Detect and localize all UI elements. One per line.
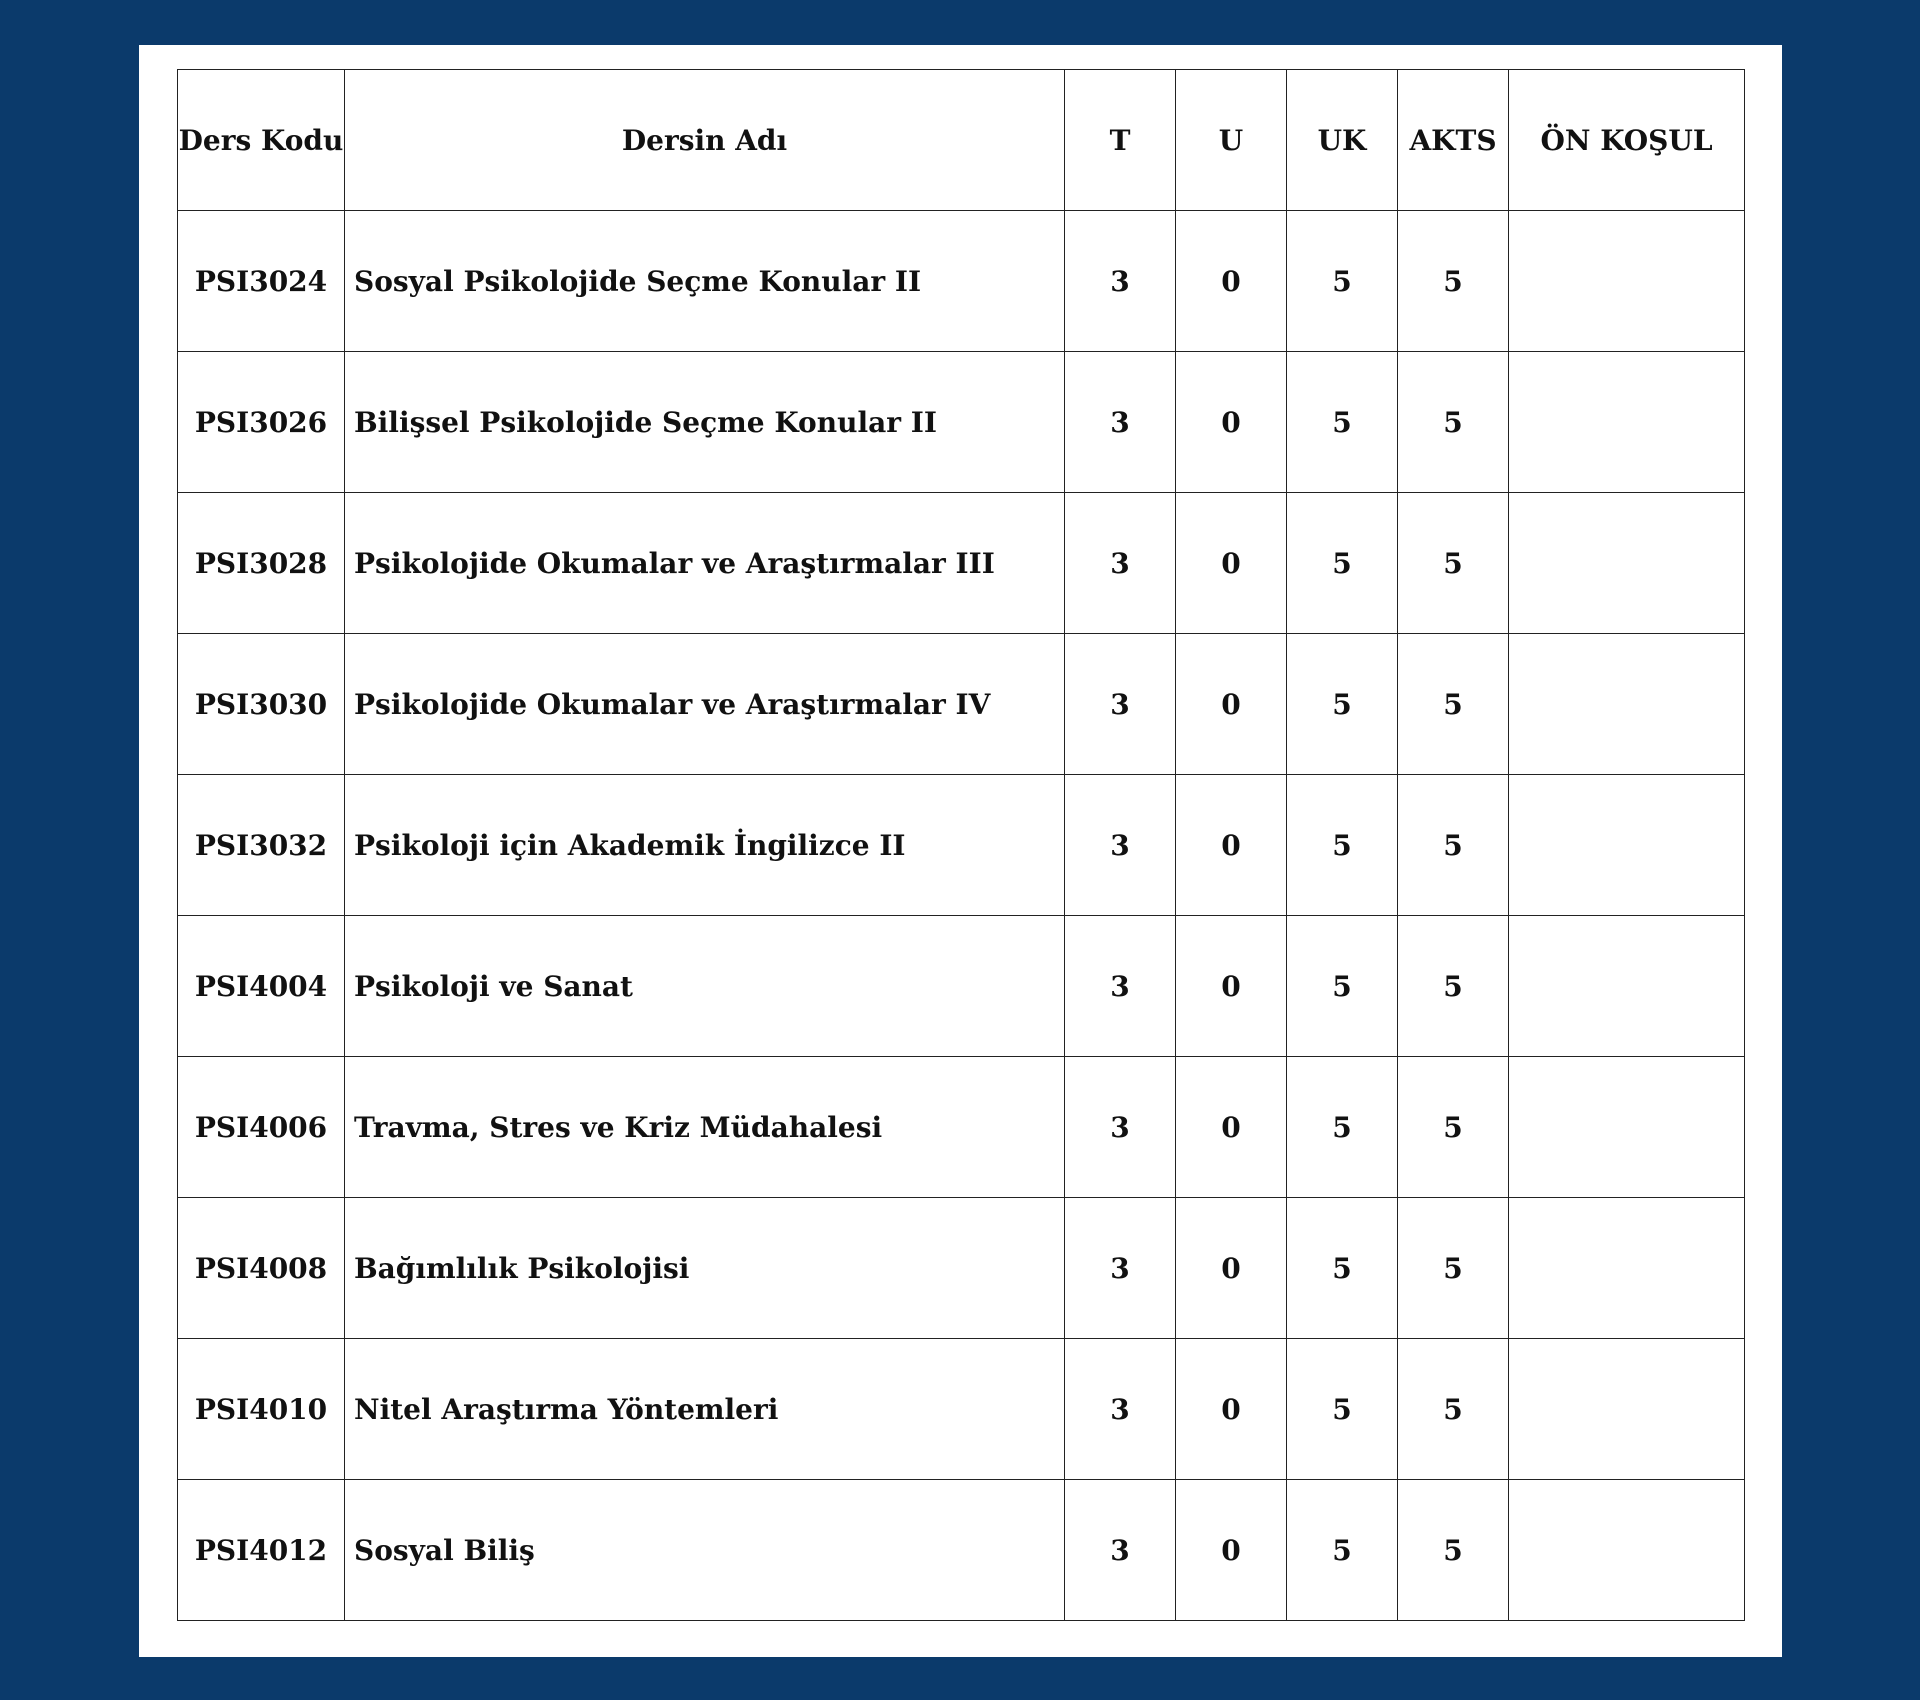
course-t-cell: 3 <box>1065 352 1176 493</box>
course-t-cell: 3 <box>1065 634 1176 775</box>
course-uk-cell: 5 <box>1287 352 1398 493</box>
course-t-cell: 3 <box>1065 1339 1176 1480</box>
course-t-cell: 3 <box>1065 1198 1176 1339</box>
course-akts-cell: 5 <box>1398 1339 1509 1480</box>
course-u-cell: 0 <box>1176 1198 1287 1339</box>
course-name-cell: Sosyal Biliş <box>345 1480 1065 1621</box>
course-akts-cell: 5 <box>1398 1198 1509 1339</box>
course-akts-cell: 5 <box>1398 493 1509 634</box>
course-name-cell: Bağımlılık Psikolojisi <box>345 1198 1065 1339</box>
course-uk-cell: 5 <box>1287 916 1398 1057</box>
course-u-cell: 0 <box>1176 916 1287 1057</box>
table-row <box>178 1480 1745 1621</box>
course-uk-cell: 5 <box>1287 634 1398 775</box>
course-akts-cell: 5 <box>1398 352 1509 493</box>
course-t-cell: 3 <box>1065 775 1176 916</box>
course-u-cell: 0 <box>1176 634 1287 775</box>
course-prereq-cell <box>1509 775 1745 916</box>
table-row <box>178 634 1745 775</box>
course-uk-cell: 5 <box>1287 493 1398 634</box>
course-code-cell: PSI4008 <box>178 1198 345 1339</box>
table-row <box>178 1057 1745 1198</box>
table-row <box>178 493 1745 634</box>
course-prereq-cell <box>1509 1480 1745 1621</box>
course-t-cell: 3 <box>1065 916 1176 1057</box>
course-name-cell: Psikoloji ve Sanat <box>345 916 1065 1057</box>
course-code-cell: PSI4004 <box>178 916 345 1057</box>
table-body <box>178 211 1745 1621</box>
course-code-cell: PSI3032 <box>178 775 345 916</box>
header-row <box>178 70 1745 211</box>
header-akts: AKTS <box>1398 70 1509 211</box>
course-uk-cell: 5 <box>1287 1057 1398 1198</box>
course-akts-cell: 5 <box>1398 1480 1509 1621</box>
course-u-cell: 0 <box>1176 1057 1287 1198</box>
course-t-cell: 3 <box>1065 1057 1176 1198</box>
table-row <box>178 1339 1745 1480</box>
document-panel <box>139 45 1782 1657</box>
course-name-cell: Nitel Araştırma Yöntemleri <box>345 1339 1065 1480</box>
course-t-cell: 3 <box>1065 211 1176 352</box>
table-row <box>178 916 1745 1057</box>
course-prereq-cell <box>1509 916 1745 1057</box>
table-row <box>178 1198 1745 1339</box>
course-uk-cell: 5 <box>1287 211 1398 352</box>
course-prereq-cell <box>1509 1057 1745 1198</box>
course-code-cell: PSI3028 <box>178 493 345 634</box>
course-akts-cell: 5 <box>1398 775 1509 916</box>
course-code-cell: PSI3024 <box>178 211 345 352</box>
course-u-cell: 0 <box>1176 775 1287 916</box>
course-uk-cell: 5 <box>1287 775 1398 916</box>
course-prereq-cell <box>1509 352 1745 493</box>
course-code-cell: PSI4012 <box>178 1480 345 1621</box>
course-t-cell: 3 <box>1065 1480 1176 1621</box>
course-t-cell: 3 <box>1065 493 1176 634</box>
course-table <box>177 69 1745 1621</box>
course-name-cell: Psikolojide Okumalar ve Araştırmalar IV <box>345 634 1065 775</box>
header-code: Ders Kodu <box>178 70 345 211</box>
course-akts-cell: 5 <box>1398 916 1509 1057</box>
course-prereq-cell <box>1509 211 1745 352</box>
course-name-cell: Bilişsel Psikolojide Seçme Konular II <box>345 352 1065 493</box>
header-uk: UK <box>1287 70 1398 211</box>
course-name-cell: Travma, Stres ve Kriz Müdahalesi <box>345 1057 1065 1198</box>
course-prereq-cell <box>1509 1198 1745 1339</box>
course-prereq-cell <box>1509 493 1745 634</box>
course-u-cell: 0 <box>1176 1480 1287 1621</box>
course-code-cell: PSI4010 <box>178 1339 345 1480</box>
course-code-cell: PSI3030 <box>178 634 345 775</box>
header-prereq: ÖN KOŞUL <box>1509 70 1745 211</box>
table-row <box>178 775 1745 916</box>
course-u-cell: 0 <box>1176 352 1287 493</box>
course-u-cell: 0 <box>1176 493 1287 634</box>
course-name-cell: Psikoloji için Akademik İngilizce II <box>345 775 1065 916</box>
course-u-cell: 0 <box>1176 211 1287 352</box>
course-uk-cell: 5 <box>1287 1198 1398 1339</box>
course-prereq-cell <box>1509 1339 1745 1480</box>
course-code-cell: PSI3026 <box>178 352 345 493</box>
table-row <box>178 211 1745 352</box>
course-code-cell: PSI4006 <box>178 1057 345 1198</box>
course-prereq-cell <box>1509 634 1745 775</box>
course-akts-cell: 5 <box>1398 211 1509 352</box>
course-akts-cell: 5 <box>1398 1057 1509 1198</box>
header-t: T <box>1065 70 1176 211</box>
course-uk-cell: 5 <box>1287 1480 1398 1621</box>
course-u-cell: 0 <box>1176 1339 1287 1480</box>
course-akts-cell: 5 <box>1398 634 1509 775</box>
course-name-cell: Psikolojide Okumalar ve Araştırmalar III <box>345 493 1065 634</box>
course-uk-cell: 5 <box>1287 1339 1398 1480</box>
table-row <box>178 352 1745 493</box>
header-u: U <box>1176 70 1287 211</box>
header-name: Dersin Adı <box>345 70 1065 211</box>
course-name-cell: Sosyal Psikolojide Seçme Konular II <box>345 211 1065 352</box>
